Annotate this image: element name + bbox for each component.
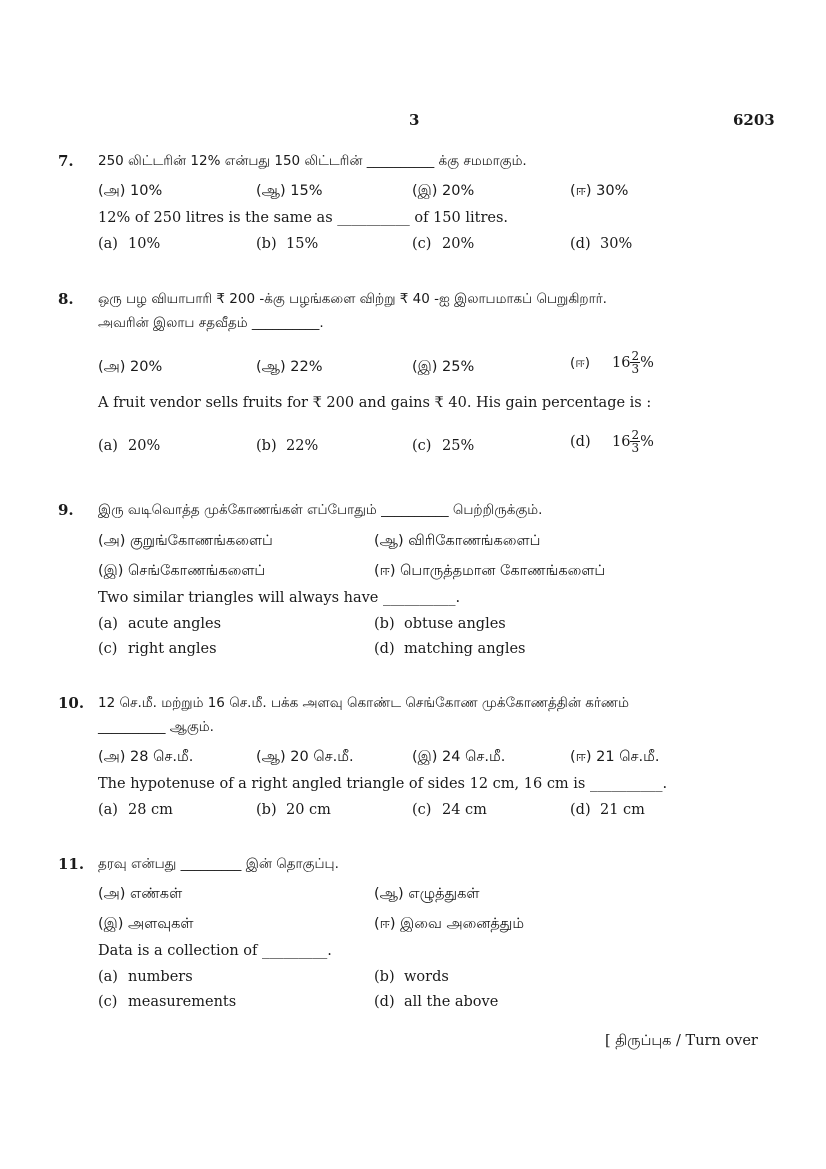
fraction-denominator: 3: [631, 362, 640, 376]
question-text-english: Data is a collection of _________.: [98, 943, 332, 959]
option-c: [412, 438, 474, 454]
option-tamil-b: (ஆ) எழுத்துகள்: [374, 886, 480, 902]
option-text: right angles: [128, 641, 217, 657]
option-d: [374, 641, 525, 657]
option-label: (d): [374, 994, 395, 1010]
option-d: [570, 802, 645, 818]
option-text: 24 cm: [442, 802, 487, 818]
fraction-suffix: %: [640, 354, 654, 371]
option-b: [256, 802, 331, 818]
option-text: all the above: [404, 994, 499, 1010]
option-tamil-a: (அ) எண்கள்: [98, 886, 183, 902]
option-a: [98, 616, 221, 632]
option-text: obtuse angles: [404, 616, 506, 632]
option-label: (ஈ): [570, 354, 591, 371]
option-text: 22%: [286, 438, 319, 454]
option-c: [412, 802, 487, 818]
option-label: (c): [412, 438, 432, 454]
option-label: (d): [374, 641, 395, 657]
option-c: [98, 994, 236, 1010]
option-label: (b): [256, 802, 277, 818]
option-tamil-a: (அ) 10%: [98, 183, 163, 199]
option-a: [98, 802, 173, 818]
option-tamil-a: (அ) 28 செ.மீ.: [98, 749, 194, 765]
option-text: words: [404, 969, 449, 985]
option-label: (a): [98, 802, 118, 818]
option-tamil-c: (இ) அளவுகள்: [98, 916, 194, 932]
option-tamil-a: (அ) 20%: [98, 359, 163, 375]
option-d: [374, 994, 498, 1010]
fraction-denominator: 3: [631, 441, 640, 455]
option-tamil-b: (ஆ) 22%: [256, 359, 323, 375]
option-tamil-d: (ஈ) 21 செ.மீ.: [570, 749, 660, 765]
option-a: [98, 236, 160, 252]
option-tamil-c: (இ) செங்கோணங்களைப்: [98, 563, 266, 579]
question-text-tamil: இரு வடிவொத்த முக்கோணங்கள் எப்போதும் __________ பெற்றிருக்கும்.: [98, 502, 543, 518]
option-tamil-c: (இ) 25%: [412, 359, 475, 375]
option-b: [374, 969, 449, 985]
option-text: 21 cm: [600, 802, 645, 818]
option-label: (a): [98, 969, 118, 985]
question-number: 11.: [58, 855, 85, 873]
question-text-tamil: 250 லிட்டரின் 12% என்பது 150 லிட்டரின் __________ க்கு சமமாகும்.: [98, 153, 527, 169]
fraction: [630, 350, 640, 375]
option-tamil-b: (ஆ) 20 செ.மீ.: [256, 749, 354, 765]
option-label: (c): [98, 641, 118, 657]
fraction: [630, 429, 640, 454]
option-text: acute angles: [128, 616, 222, 632]
option-text: 20 cm: [286, 802, 331, 818]
option-label: (d): [570, 802, 591, 818]
option-label: (a): [98, 616, 118, 632]
question-number: 7.: [58, 152, 74, 170]
option-a: [98, 438, 160, 454]
option-tamil-b: (ஆ) விரிகோணங்களைப்: [374, 533, 541, 549]
option-text: matching angles: [404, 641, 526, 657]
option-label: (b): [374, 616, 395, 632]
option-text: 10%: [128, 236, 161, 252]
option-b: [256, 236, 318, 252]
question-text-tamil-line2: அவரின் இலாப சதவீதம் __________.: [98, 315, 324, 331]
turn-over-note: [ திருப்புக / Turn over: [605, 1033, 758, 1049]
option-tamil-a: (அ) குறுங்கோணங்களைப்: [98, 533, 273, 549]
mixed-fraction: [612, 428, 654, 455]
option-tamil-d: (ஈ) பொருத்தமான கோணங்களைப்: [374, 563, 606, 579]
option-text: 20%: [128, 438, 161, 454]
question-number: 8.: [58, 290, 74, 308]
option-label: (b): [256, 236, 277, 252]
option-c: [412, 236, 474, 252]
option-b: [256, 438, 318, 454]
option-tamil-d: (ஈ) இவை அனைத்தும்: [374, 916, 525, 932]
option-text: 25%: [442, 438, 475, 454]
option-label: (d): [570, 433, 591, 450]
option-label: (c): [98, 994, 118, 1010]
question-text-english: Two similar triangles will always have __________.: [98, 590, 461, 606]
fraction-whole: 16: [612, 354, 631, 371]
option-label: (a): [98, 438, 118, 454]
option-d: [570, 429, 654, 454]
question-text-english: A fruit vendor sells fruits for ₹ 200 and gains ₹ 40. His gain percentage is :: [98, 395, 652, 411]
option-text: measurements: [128, 994, 237, 1010]
option-text: 30%: [600, 236, 633, 252]
option-tamil-d: [570, 350, 654, 375]
option-label: (a): [98, 236, 118, 252]
question-text-tamil: தரவு என்பது _________ இன் தொகுப்பு.: [98, 856, 339, 872]
question-text-tamil-line1: ஒரு பழ வியாபாரி ₹ 200 -க்கு பழங்களை விற்று ₹ 40 -ஐ இலாபமாகப் பெறுகிறார்.: [98, 291, 607, 307]
option-a: [98, 969, 193, 985]
page-number: 3: [409, 111, 420, 129]
paper-code: 6203: [733, 111, 775, 129]
option-text: 28 cm: [128, 802, 173, 818]
option-b: [374, 616, 506, 632]
option-label: (c): [412, 802, 432, 818]
option-label: (d): [570, 236, 591, 252]
option-tamil-d: (ஈ) 30%: [570, 183, 629, 199]
option-label: (b): [374, 969, 395, 985]
option-text: 20%: [442, 236, 475, 252]
question-text-tamil-line1: 12 செ.மீ. மற்றும் 16 செ.மீ. பக்க அளவு கொண்ட செங்கோண முக்கோணத்தின் கர்ணம்: [98, 695, 629, 711]
question-text-english: The hypotenuse of a right angled triangle of sides 12 cm, 16 cm is __________.: [98, 776, 668, 792]
question-text-tamil-line2: __________ ஆகும்.: [98, 719, 214, 735]
question-text-english: 12% of 250 litres is the same as __________ of 150 litres.: [98, 210, 509, 226]
question-number: 10.: [58, 694, 85, 712]
option-label: (c): [412, 236, 432, 252]
option-text: numbers: [128, 969, 193, 985]
mixed-fraction: [612, 349, 654, 376]
option-d: [570, 236, 632, 252]
fraction-whole: 16: [612, 433, 631, 450]
option-tamil-c: (இ) 24 செ.மீ.: [412, 749, 506, 765]
fraction-suffix: %: [640, 433, 654, 450]
option-label: (b): [256, 438, 277, 454]
option-text: 15%: [286, 236, 319, 252]
option-tamil-b: (ஆ) 15%: [256, 183, 323, 199]
fraction-numerator: 2: [631, 349, 640, 363]
question-number: 9.: [58, 501, 74, 519]
fraction-numerator: 2: [631, 428, 640, 442]
option-c: [98, 641, 217, 657]
option-tamil-c: (இ) 20%: [412, 183, 475, 199]
